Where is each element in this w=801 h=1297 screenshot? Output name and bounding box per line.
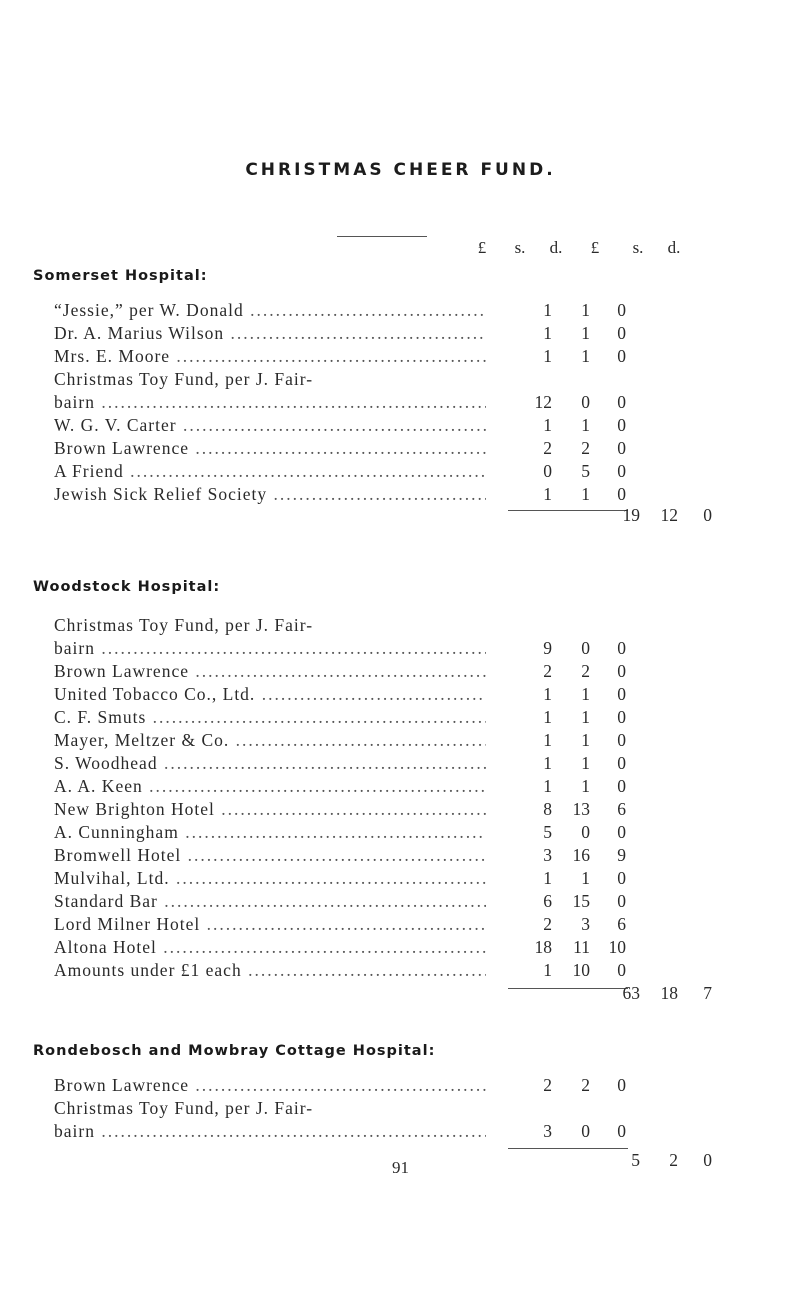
sum-rule [508, 1148, 628, 1149]
entry-pounds: 1 [543, 868, 552, 888]
entry-pence: 0 [617, 707, 626, 727]
column-head-entry-pence: d. [549, 238, 563, 257]
entry-name: Mulvihal, Ltd. ..... [54, 868, 486, 889]
column-head-total-pence: d. [667, 238, 681, 257]
entry-shillings: 11 [573, 937, 590, 957]
entry-pounds: 1 [543, 730, 552, 750]
entry-pounds: 1 [543, 484, 552, 504]
title-rule [337, 236, 427, 237]
entry-pounds: 1 [543, 300, 552, 320]
column-head-entry-shillings: s. [514, 238, 526, 257]
entry-shillings: 2 [581, 438, 590, 458]
entry-shillings: 1 [581, 868, 590, 888]
entry-shillings: 1 [581, 753, 590, 773]
entry-name: A Friend ..... [54, 461, 486, 482]
entry-shillings: 1 [581, 323, 590, 343]
entry-pence: 0 [617, 776, 626, 796]
entry-pounds: 2 [543, 914, 552, 934]
section-total-pence: 0 [703, 505, 712, 525]
entry-name: Brown Lawrence ..... [54, 438, 486, 459]
section-title-woodstock: Woodstock Hospital: [33, 579, 221, 595]
entry-name: W. G. V. Carter ..... [54, 415, 486, 436]
entry-pence: 0 [617, 392, 626, 412]
entry-pence: 0 [617, 960, 626, 980]
entry-pence: 0 [617, 300, 626, 320]
entry-shillings: 0 [581, 1121, 590, 1141]
entry-pence: 0 [617, 1121, 626, 1141]
section-total-pence: 7 [703, 983, 712, 1003]
entry-shillings: 2 [581, 1075, 590, 1095]
entry-pence: 0 [617, 415, 626, 435]
entry-pence: 0 [617, 438, 626, 458]
entry-pence: 0 [617, 868, 626, 888]
entry-name-line1: Christmas Toy Fund, per J. Fair- [54, 1098, 314, 1118]
entry-pence: 0 [617, 753, 626, 773]
entry-pence: 0 [617, 684, 626, 704]
entry-name-line2: bairn ..... [54, 392, 486, 413]
section-total-shillings: 2 [669, 1150, 678, 1170]
entry-shillings: 2 [581, 661, 590, 681]
entry-pence: 0 [617, 346, 626, 366]
entry-shillings: 3 [581, 914, 590, 934]
entry-shillings: 1 [581, 730, 590, 750]
entry-name: A. Cunningham ..... [54, 822, 486, 843]
entry-name: Standard Bar ..... [54, 891, 486, 912]
section-total-pounds: 5 [631, 1150, 640, 1170]
entry-name: Mayer, Meltzer & Co. ..... [54, 730, 486, 751]
entry-pounds: 18 [534, 937, 552, 957]
entry-pounds: 3 [543, 1121, 552, 1141]
entry-pounds: 9 [543, 638, 552, 658]
entry-pounds: 1 [543, 684, 552, 704]
entry-pence: 0 [617, 661, 626, 681]
entry-pounds: 1 [543, 960, 552, 980]
entry-name: Lord Milner Hotel ..... [54, 914, 486, 935]
entry-name: Altona Hotel ..... [54, 937, 486, 958]
section-total-pounds: 19 [622, 505, 640, 525]
column-head-total-pounds: £ [590, 238, 600, 257]
entry-shillings: 0 [581, 822, 590, 842]
entry-pounds: 12 [534, 392, 552, 412]
entry-name: Mrs. E. Moore ..... [54, 346, 486, 367]
entry-pence: 0 [617, 730, 626, 750]
entry-pence: 0 [617, 1075, 626, 1095]
entry-pence: 10 [608, 937, 626, 957]
entry-name: Dr. A. Marius Wilson ..... [54, 323, 486, 344]
entry-pence: 0 [617, 638, 626, 658]
section-total-pence: 0 [703, 1150, 712, 1170]
entry-pence: 0 [617, 323, 626, 343]
entry-pounds: 6 [543, 891, 552, 911]
entry-shillings: 1 [581, 484, 590, 504]
column-head-entry-pounds: £ [477, 238, 487, 257]
entry-pounds: 1 [543, 753, 552, 773]
entry-name: “Jessie,” per W. Donald ..... [54, 300, 486, 321]
entry-name: S. Woodhead ..... [54, 753, 486, 774]
entry-pence: 9 [617, 845, 626, 865]
entry-name: Amounts under £1 each ..... [54, 960, 486, 981]
entry-pounds: 5 [543, 822, 552, 842]
entry-name: New Brighton Hotel ..... [54, 799, 486, 820]
entry-shillings: 1 [581, 346, 590, 366]
entry-shillings: 5 [581, 461, 590, 481]
entry-pounds: 2 [543, 661, 552, 681]
entry-pence: 6 [617, 799, 626, 819]
entry-shillings: 10 [572, 960, 590, 980]
entry-shillings: 1 [581, 415, 590, 435]
entry-shillings: 1 [581, 300, 590, 320]
page-number: 91 [392, 1158, 409, 1177]
entry-pence: 0 [617, 484, 626, 504]
entry-pounds: 1 [543, 707, 552, 727]
entry-name-line2: bairn ..... [54, 638, 486, 659]
entry-pounds: 1 [543, 346, 552, 366]
entry-shillings: 1 [581, 684, 590, 704]
entry-name: United Tobacco Co., Ltd. ..... [54, 684, 486, 705]
section-title-somerset: Somerset Hospital: [33, 268, 208, 284]
entry-pounds: 3 [543, 845, 552, 865]
entry-name: Bromwell Hotel ..... [54, 845, 486, 866]
entry-name-line1: Christmas Toy Fund, per J. Fair- [54, 615, 314, 635]
entry-name-line1: Christmas Toy Fund, per J. Fair- [54, 369, 314, 389]
section-title-rondebosch: Rondebosch and Mowbray Cottage Hospital: [33, 1043, 436, 1059]
entry-shillings: 13 [572, 799, 590, 819]
entry-pounds: 1 [543, 415, 552, 435]
page-title: CHRISTMAS CHEER FUND. [245, 160, 556, 180]
entry-shillings: 0 [581, 638, 590, 658]
entry-pence: 6 [617, 914, 626, 934]
entry-name: Jewish Sick Relief Society ..... [54, 484, 486, 505]
entry-pounds: 1 [543, 776, 552, 796]
section-total-shillings: 12 [660, 505, 678, 525]
column-head-total-shillings: s. [632, 238, 644, 257]
entry-name-line2: bairn ..... [54, 1121, 486, 1142]
entry-shillings: 0 [581, 392, 590, 412]
entry-name: Brown Lawrence ..... [54, 1075, 486, 1096]
entry-name: C. F. Smuts ..... [54, 707, 486, 728]
section-total-pounds: 63 [622, 983, 640, 1003]
entry-shillings: 1 [581, 707, 590, 727]
entry-name: A. A. Keen ..... [54, 776, 486, 797]
entry-pounds: 2 [543, 438, 552, 458]
entry-pence: 0 [617, 461, 626, 481]
section-total-shillings: 18 [660, 983, 678, 1003]
entry-pounds: 0 [543, 461, 552, 481]
entry-shillings: 15 [572, 891, 590, 911]
entry-pounds: 2 [543, 1075, 552, 1095]
entry-pence: 0 [617, 891, 626, 911]
entry-name: Brown Lawrence ..... [54, 661, 486, 682]
entry-pounds: 8 [543, 799, 552, 819]
entry-pence: 0 [617, 822, 626, 842]
entry-shillings: 1 [581, 776, 590, 796]
entry-shillings: 16 [572, 845, 590, 865]
entry-pounds: 1 [543, 323, 552, 343]
